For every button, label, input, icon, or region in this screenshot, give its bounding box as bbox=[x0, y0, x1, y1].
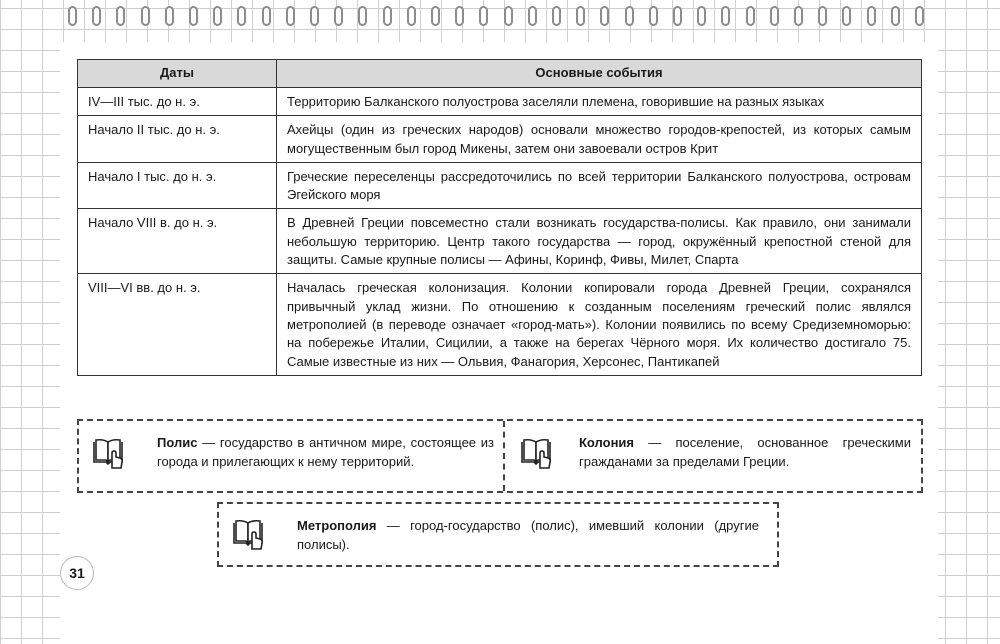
spiral-ring bbox=[649, 6, 658, 26]
row-date: IV—III тыс. до н. э. bbox=[78, 88, 277, 116]
spiral-ring bbox=[116, 6, 125, 26]
spiral-ring bbox=[600, 6, 609, 26]
term-metropolis: Метрополия bbox=[297, 518, 377, 533]
spiral-ring bbox=[286, 6, 295, 26]
spiral-ring bbox=[504, 6, 513, 26]
spiral-ring bbox=[625, 6, 634, 26]
row-event: Началась греческая колонизация. Колонии копировали города Древней Греции, сохранялся привычный уклад жизни. По отношению к созданным поселениям греческий полис являлся метрополией (в переводе означает «город-мать»). Колонии появились по всему Средиземноморью: на побережье Италии, Сицилии, а также на берегах Чёрного моря. Их количество достигало 75. Самые известные из них — Ольвия, Фанагория, Херсонес, Пантикапей bbox=[277, 274, 922, 375]
spiral-ring bbox=[455, 6, 464, 26]
spiral-ring bbox=[867, 6, 876, 26]
spiral-ring bbox=[842, 6, 851, 26]
spiral-ring bbox=[673, 6, 682, 26]
row-date: VIII—VI вв. до н. э. bbox=[78, 274, 277, 375]
definition-polis bbox=[157, 433, 494, 471]
definition-colony-text: — поселение, основанное греческими гражданами за пределами Греции. bbox=[579, 435, 911, 469]
spiral-ring bbox=[165, 6, 174, 26]
term-polis: Полис bbox=[157, 435, 198, 450]
spiral-ring bbox=[358, 6, 367, 26]
row-date: Начало VIII в. до н. э. bbox=[78, 209, 277, 274]
table-header-row bbox=[78, 60, 922, 88]
history-table bbox=[77, 59, 922, 376]
spiral-ring bbox=[237, 6, 246, 26]
book-hand-icon bbox=[91, 435, 125, 469]
spiral-ring bbox=[576, 6, 585, 26]
spiral-ring bbox=[915, 6, 924, 26]
spiral-ring bbox=[770, 6, 779, 26]
spiral-ring bbox=[262, 6, 271, 26]
spiral-ring bbox=[479, 6, 488, 26]
spiral-ring bbox=[891, 6, 900, 26]
term-colony: Колония bbox=[579, 435, 635, 450]
page-content bbox=[60, 42, 938, 644]
spiral-binding bbox=[0, 0, 1000, 42]
table-row bbox=[78, 116, 922, 163]
header-events: Основные события bbox=[277, 60, 922, 88]
spiral-ring bbox=[407, 6, 416, 26]
spiral-ring bbox=[383, 6, 392, 26]
spiral-ring bbox=[141, 6, 150, 26]
definitions-box-bottom bbox=[217, 502, 779, 567]
spiral-ring bbox=[310, 6, 319, 26]
definition-polis-text: — государство в античном мире, состоящее из города и прилегающих к нему территорий. bbox=[157, 435, 494, 469]
spiral-ring bbox=[528, 6, 537, 26]
spiral-ring bbox=[794, 6, 803, 26]
definition-metropolis-text: — город-государство (полис), имевший колонии (другие полисы). bbox=[297, 518, 759, 552]
table-row bbox=[78, 88, 922, 116]
book-hand-icon bbox=[231, 516, 265, 550]
spiral-ring bbox=[189, 6, 198, 26]
row-date: Начало II тыс. до н. э. bbox=[78, 116, 277, 163]
row-event: Ахейцы (один из греческих народов) основали множество городов-крепостей, из которых самым могущественным был город Микены, затем они завоевали остров Крит bbox=[277, 116, 922, 163]
book-hand-icon bbox=[519, 435, 553, 469]
spiral-ring bbox=[818, 6, 827, 26]
table-row bbox=[78, 274, 922, 375]
row-event: Территорию Балканского полуострова заселяли племена, говорившие на разных языках bbox=[277, 88, 922, 116]
spiral-ring bbox=[213, 6, 222, 26]
definition-metropolis bbox=[297, 516, 759, 554]
definition-colony bbox=[579, 433, 911, 471]
spiral-ring bbox=[721, 6, 730, 26]
spiral-ring bbox=[68, 6, 77, 26]
spiral-ring bbox=[746, 6, 755, 26]
spiral-ring bbox=[552, 6, 561, 26]
row-event: В Древней Греции повсеместно стали возникать государства-полисы. Как правило, они занимали небольшую территорию. Центр такого государства — город, окружённый крепостной стеной для защиты. Самые крупные полисы — Афины, Коринф, Фивы, Милет, Спарта bbox=[277, 209, 922, 274]
page-number: 31 bbox=[60, 556, 94, 590]
definitions-box-top bbox=[77, 419, 923, 493]
header-dates: Даты bbox=[78, 60, 277, 88]
spiral-ring bbox=[431, 6, 440, 26]
spiral-ring bbox=[92, 6, 101, 26]
row-date: Начало I тыс. до н. э. bbox=[78, 162, 277, 209]
row-event: Греческие переселенцы рассредоточились по всей территории Балканского полуострова, островам Эгейского моря bbox=[277, 162, 922, 209]
spiral-ring bbox=[697, 6, 706, 26]
table-row bbox=[78, 162, 922, 209]
table-row bbox=[78, 209, 922, 274]
spiral-ring bbox=[334, 6, 343, 26]
